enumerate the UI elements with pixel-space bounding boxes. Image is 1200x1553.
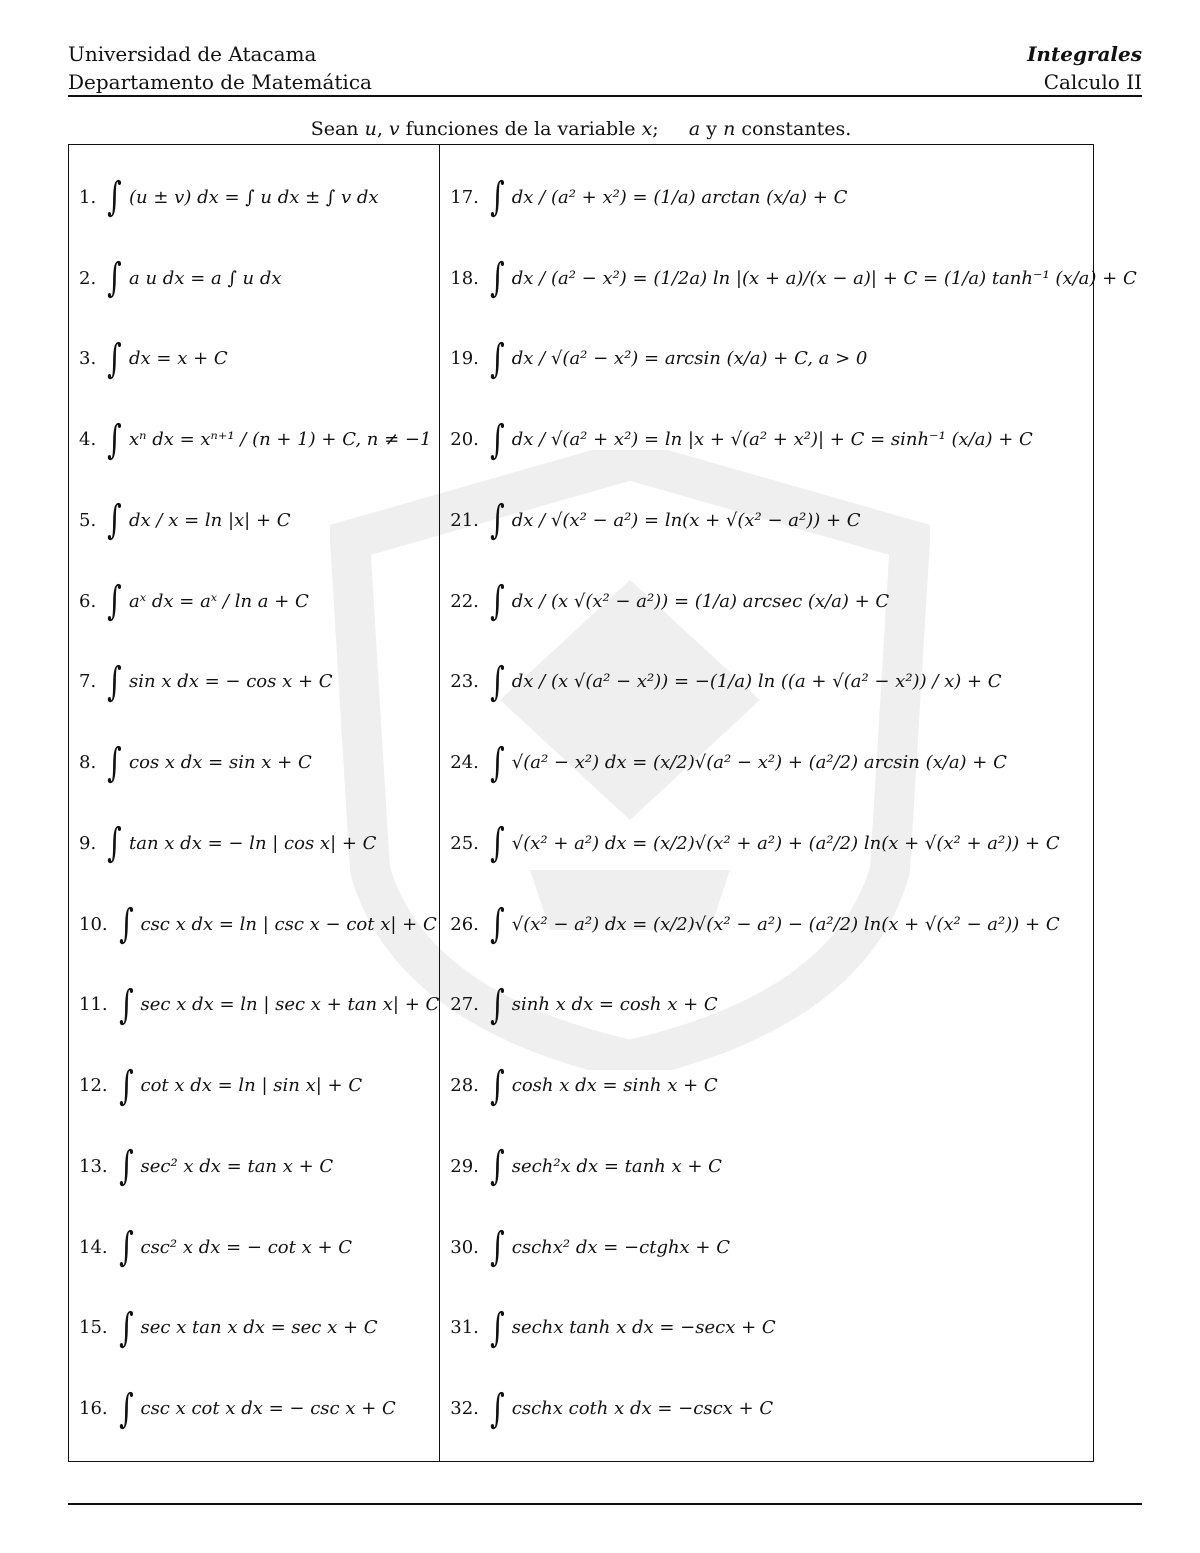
university-name: Universidad de Atacama bbox=[68, 42, 317, 66]
integral-sign-icon: ∫ bbox=[107, 658, 122, 705]
intro-var-a: a bbox=[688, 118, 701, 140]
formula-item bbox=[79, 480, 439, 560]
integral-sign-icon: ∫ bbox=[490, 416, 505, 463]
integral-sign-icon: ∫ bbox=[490, 658, 505, 705]
formula-item bbox=[79, 238, 439, 318]
formula-expression: (u ± v) dx = ∫ u dx ± ∫ v dx bbox=[129, 186, 379, 208]
header-right bbox=[1027, 40, 1142, 96]
formula-number: 7. bbox=[79, 671, 97, 693]
formula-expression: cot x dx = ln | sin x| + C bbox=[140, 1075, 363, 1097]
formula-item bbox=[79, 1126, 439, 1206]
integral-sign-icon: ∫ bbox=[490, 1143, 505, 1190]
formula-item bbox=[450, 561, 1136, 641]
intro-text: y bbox=[700, 118, 724, 140]
formula-item bbox=[450, 238, 1136, 318]
integral-sign-icon: ∫ bbox=[118, 981, 134, 1028]
formula-expression: aˣ dx = aˣ / ln a + C bbox=[129, 590, 309, 612]
integral-sign-icon: ∫ bbox=[107, 820, 122, 867]
formula-expression: tan x dx = − ln | cos x| + C bbox=[129, 832, 377, 854]
formula-number: 3. bbox=[79, 348, 97, 370]
formula-number: 22. bbox=[450, 590, 479, 612]
formula-expression: dx / (x √(x² − a²)) = (1/a) arcsec (x/a) + C bbox=[511, 590, 890, 612]
formula-number: 13. bbox=[79, 1155, 108, 1177]
formula-number: 27. bbox=[450, 994, 479, 1016]
formula-expression: √(x² + a²) dx = (x/2)√(x² + a²) + (a²/2) ln(x + √(x² + a²)) + C bbox=[511, 832, 1060, 854]
integral-sign-icon: ∫ bbox=[490, 1062, 505, 1109]
formula-item bbox=[450, 803, 1136, 883]
formula-item bbox=[79, 803, 439, 883]
integral-sign-icon: ∫ bbox=[490, 335, 505, 382]
integral-sign-icon: ∫ bbox=[107, 335, 122, 382]
formula-number: 16. bbox=[79, 1398, 108, 1420]
formula-item bbox=[79, 157, 439, 237]
formula-item bbox=[79, 1046, 439, 1126]
formula-number: 5. bbox=[79, 509, 97, 531]
integral-sign-icon: ∫ bbox=[490, 820, 505, 867]
formula-item bbox=[79, 400, 439, 480]
formula-number: 17. bbox=[450, 186, 479, 208]
formula-expression: dx / x = ln |x| + C bbox=[129, 509, 291, 531]
header-rule bbox=[68, 95, 1142, 97]
formula-number: 19. bbox=[450, 348, 479, 370]
formula-expression: sec² x dx = tan x + C bbox=[140, 1155, 334, 1177]
formula-item bbox=[79, 884, 439, 964]
formula-expression: √(x² − a²) dx = (x/2)√(x² − a²) − (a²/2) ln(x + √(x² − a²)) + C bbox=[511, 913, 1060, 935]
integral-sign-icon: ∫ bbox=[118, 1304, 134, 1351]
formula-number: 26. bbox=[450, 913, 479, 935]
formula-item bbox=[450, 157, 1136, 237]
formula-number: 20. bbox=[450, 429, 479, 451]
formula-expression: cos x dx = sin x + C bbox=[129, 752, 312, 774]
formula-item bbox=[450, 1046, 1136, 1126]
formula-expression: dx / (a² − x²) = (1/2a) ln |(x + a)/(x − a)| + C = (1/a) tanh⁻¹ (x/a) + C bbox=[511, 267, 1137, 289]
formula-number: 32. bbox=[450, 1398, 479, 1420]
formula-number: 4. bbox=[79, 429, 97, 451]
formula-number: 31. bbox=[450, 1317, 479, 1339]
course-name: Calculo II bbox=[1043, 70, 1142, 94]
formula-expression: sec x tan x dx = sec x + C bbox=[140, 1317, 378, 1339]
formula-expression: cschx coth x dx = −cscx + C bbox=[511, 1398, 774, 1420]
integral-sign-icon: ∫ bbox=[107, 739, 122, 786]
integral-sign-icon: ∫ bbox=[490, 174, 505, 221]
formula-item bbox=[450, 1126, 1136, 1206]
intro-var-n: n bbox=[723, 118, 736, 140]
intro-line bbox=[68, 118, 1094, 140]
intro-text: Sean bbox=[310, 118, 365, 140]
intro-text: constantes. bbox=[735, 118, 852, 140]
integral-sign-icon: ∫ bbox=[107, 497, 122, 544]
formula-expression: csc x cot x dx = − csc x + C bbox=[140, 1398, 396, 1420]
formula-number: 21. bbox=[450, 509, 479, 531]
formula-item bbox=[450, 965, 1136, 1045]
formula-number: 9. bbox=[79, 832, 97, 854]
formula-item bbox=[450, 1369, 1136, 1449]
formula-number: 8. bbox=[79, 752, 97, 774]
formula-item bbox=[79, 642, 439, 722]
formula-expression: dx / √(a² + x²) = ln |x + √(a² + x²)| + C = sinh⁻¹ (x/a) + C bbox=[511, 429, 1033, 451]
integral-sign-icon: ∫ bbox=[490, 497, 505, 544]
intro-text: , bbox=[376, 118, 389, 140]
integral-sign-icon: ∫ bbox=[490, 901, 505, 948]
formula-expression: dx / (a² + x²) = (1/a) arctan (x/a) + C bbox=[511, 186, 848, 208]
formula-item bbox=[450, 642, 1136, 722]
formula-expression: cschx² dx = −ctghx + C bbox=[511, 1236, 731, 1258]
formula-expression: a u dx = a ∫ u dx bbox=[129, 267, 282, 289]
integral-sign-icon: ∫ bbox=[107, 416, 122, 463]
formula-number: 6. bbox=[79, 590, 97, 612]
formula-expression: dx / √(x² − a²) = ln(x + √(x² − a²)) + C bbox=[511, 509, 861, 531]
document-title: Integrales bbox=[1027, 42, 1142, 66]
integral-sign-icon: ∫ bbox=[118, 1385, 134, 1432]
intro-text: funciones de la variable bbox=[399, 118, 642, 140]
formula-number: 15. bbox=[79, 1317, 108, 1339]
formula-number: 2. bbox=[79, 267, 97, 289]
formula-item bbox=[79, 319, 439, 399]
integral-sign-icon: ∫ bbox=[118, 1224, 134, 1271]
formula-expression: dx / (x √(a² − x²)) = −(1/a) ln ((a + √(a² − x²)) / x) + C bbox=[511, 671, 1002, 693]
formula-item bbox=[79, 1288, 439, 1368]
formula-number: 23. bbox=[450, 671, 479, 693]
integral-sign-icon: ∫ bbox=[107, 174, 122, 221]
formula-item bbox=[450, 723, 1136, 803]
formula-item bbox=[450, 319, 1136, 399]
integrals-table bbox=[68, 144, 1137, 1462]
formula-item bbox=[450, 1207, 1136, 1287]
formula-expression: xⁿ dx = xⁿ⁺¹ / (n + 1) + C, n ≠ −1 bbox=[129, 429, 432, 451]
formula-item bbox=[79, 1369, 439, 1449]
formula-expression: csc x dx = ln | csc x − cot x| + C bbox=[140, 913, 437, 935]
formula-number: 29. bbox=[450, 1155, 479, 1177]
formula-expression: sec x dx = ln | sec x + tan x| + C bbox=[140, 994, 440, 1016]
integral-sign-icon: ∫ bbox=[118, 901, 134, 948]
integral-sign-icon: ∫ bbox=[490, 981, 505, 1028]
footer-rule bbox=[68, 1503, 1142, 1505]
integral-sign-icon: ∫ bbox=[490, 255, 505, 302]
formula-number: 28. bbox=[450, 1075, 479, 1097]
formula-number: 18. bbox=[450, 267, 479, 289]
formula-number: 14. bbox=[79, 1236, 108, 1258]
intro-var-v: v bbox=[388, 118, 400, 140]
formula-number: 24. bbox=[450, 752, 479, 774]
formula-expression: dx = x + C bbox=[129, 348, 228, 370]
formula-item bbox=[450, 480, 1136, 560]
formula-number: 25. bbox=[450, 832, 479, 854]
formula-expression: sin x dx = − cos x + C bbox=[129, 671, 333, 693]
formula-number: 1. bbox=[79, 186, 97, 208]
formula-item bbox=[450, 400, 1136, 480]
intro-text: ; bbox=[652, 118, 689, 140]
integral-sign-icon: ∫ bbox=[490, 1304, 505, 1351]
formula-item bbox=[79, 1207, 439, 1287]
formula-number: 30. bbox=[450, 1236, 479, 1258]
integral-sign-icon: ∫ bbox=[107, 578, 122, 625]
header-left bbox=[68, 40, 372, 96]
formula-expression: √(a² − x²) dx = (x/2)√(a² − x²) + (a²/2) arcsin (x/a) + C bbox=[511, 752, 1007, 774]
formula-item bbox=[450, 884, 1136, 964]
department-name: Departamento de Matemática bbox=[68, 70, 372, 94]
formula-item bbox=[79, 561, 439, 641]
formula-number: 12. bbox=[79, 1075, 108, 1097]
intro-var-u: u bbox=[364, 118, 377, 140]
integral-sign-icon: ∫ bbox=[490, 1224, 505, 1271]
right-column bbox=[440, 145, 1136, 1461]
integral-sign-icon: ∫ bbox=[107, 255, 122, 302]
left-column bbox=[69, 145, 440, 1461]
formula-expression: sech²x dx = tanh x + C bbox=[511, 1155, 722, 1177]
integral-sign-icon: ∫ bbox=[490, 578, 505, 625]
formula-expression: sinh x dx = cosh x + C bbox=[511, 994, 718, 1016]
formula-number: 11. bbox=[79, 994, 108, 1016]
integral-sign-icon: ∫ bbox=[118, 1062, 134, 1109]
integral-sign-icon: ∫ bbox=[118, 1143, 134, 1190]
integral-sign-icon: ∫ bbox=[490, 739, 505, 786]
formula-item bbox=[79, 723, 439, 803]
formula-expression: cosh x dx = sinh x + C bbox=[511, 1075, 718, 1097]
formula-expression: csc² x dx = − cot x + C bbox=[140, 1236, 353, 1258]
intro-var-x: x bbox=[641, 118, 653, 140]
formula-item bbox=[450, 1288, 1136, 1368]
formula-expression: sechx tanh x dx = −secx + C bbox=[511, 1317, 776, 1339]
formula-number: 10. bbox=[79, 913, 108, 935]
formula-expression: dx / √(a² − x²) = arcsin (x/a) + C, a > 0 bbox=[511, 348, 868, 370]
integral-sign-icon: ∫ bbox=[490, 1385, 505, 1432]
formula-item bbox=[79, 965, 439, 1045]
